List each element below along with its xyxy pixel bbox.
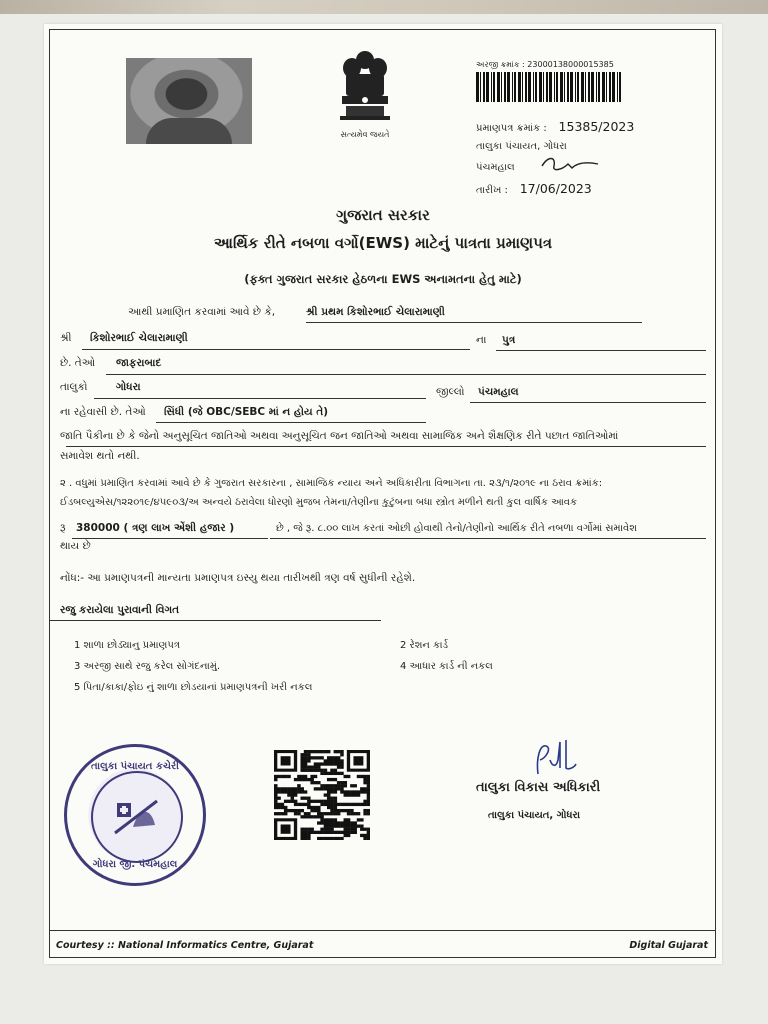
office-seal — [64, 744, 206, 886]
issue-date-label: તારીખ : — [476, 185, 508, 196]
paragraph-2-line-4: થાય છે — [60, 540, 91, 552]
taluka-label: તાલુકો — [60, 381, 88, 393]
validity-note: નોંધ:- આ પ્રમાણપત્રની માન્યતા પ્રમાણપત્ર ઇસ્યુ થયા તારીખથી ત્રણ વર્ષ સુધીની રહેશે. — [60, 572, 416, 584]
emblem-motto: સત્યમેવ જયતે — [340, 130, 390, 139]
footer-digital-gujarat: Digital Gujarat — [629, 940, 708, 951]
footer-divider — [49, 930, 716, 932]
national-emblem-icon — [332, 46, 398, 142]
evidence-item-5: 5 પિતા/કાકા/ફોઇ નું શાળા છોડયાનાં પ્રમાણપત્રની ખરી નકલ — [74, 682, 313, 693]
resident-label: ના રહેવાસી છે. તેઓ — [60, 406, 146, 418]
evidence-item-1: 1 શાળા છોડ્યાનુ પ્રમાણપત્ર — [74, 640, 180, 651]
qr-code — [274, 750, 370, 840]
evidence-item-2: 2 રેશન કાર્ડ — [400, 640, 449, 651]
seal-top-text: તાલુકા પંચાયત કચેરી — [91, 761, 179, 772]
income-value: 380000 ( ત્રણ લાખ એંશી હજાર ) — [76, 522, 235, 534]
paragraph-2-line-3: છે , જે રૂ. ૮.૦૦ લાખ કરતાં ઓછી હોવાથી તેનો/તેણીનો આર્થિક રીતે નબળા વર્ગોમાં સમાવેશ — [276, 523, 637, 534]
issue-date — [476, 181, 592, 196]
initials-signature — [538, 154, 602, 178]
village-value: જાફરાબાદ — [116, 357, 162, 369]
officer-signature — [530, 738, 580, 784]
certificate-number-value: 15385/2023 — [558, 119, 635, 134]
office-line-1: તાલુકા પંચાયત, ગોધરા — [476, 141, 567, 152]
application-number-label: અરજી ક્રમાંક : — [476, 60, 525, 69]
office-line-2: પંચમહાલ — [476, 162, 515, 173]
paragraph-2-line-1: ૨ . વધુમાં પ્રમાણિત કરવામાં આવે છે કે ગુજરાત સરકારના , સામાજિક ન્યાય અને અધિકારીતા વિભાગના તા. ૨૩/૧/૨૦૧૯ ના ઠરાવ ક્રમાંક: — [60, 478, 603, 489]
application-number — [476, 60, 614, 70]
application-number-value: 23000138000015385 — [527, 60, 614, 69]
applicant-photo — [126, 58, 252, 144]
footer-courtesy: Courtesy :: National Informatics Centre, Gujarat — [56, 940, 314, 951]
taluka-value: ગોધરા — [116, 381, 141, 393]
applicant-name: શ્રી પ્રથમ કિશોરભાઈ ચેલારામાણી — [306, 306, 445, 318]
signatory-title: તાલુકા વિકાસ અધિકારી — [476, 780, 601, 795]
signatory-office: તાલુકા પંચાયત, ગોધરા — [488, 810, 581, 821]
evidence-item-4: 4 આધાર કાર્ડ ની નકલ — [400, 661, 493, 672]
seal-bottom-text: ગોધરા જી. પંચમહાલ — [92, 859, 178, 870]
evidence-item-3: 3 અરજી સાથે રજુ કરેલ સોગંદનામું. — [74, 661, 221, 672]
district-label: જીલ્લો — [436, 386, 465, 398]
paragraph-1-line-1: જાતિ પૈકીના છે કે જેનો અનુસૂચિત જાતિઓ અથવા અનુસૂચિત જન જાતિઓ અથવા સામાજિક અને શૈક્ષણિક રીતે પછાત જાતિઓમાં — [60, 430, 619, 442]
certificate-subtitle: (ફક્ત ગુજરાત સરકાર હેઠળના EWS અનામતના હેતુ માટે) — [244, 272, 522, 286]
intro-text: આથી પ્રમાણિત કરવામાં આવે છે કે, — [128, 306, 276, 318]
seal-emblem-icon — [113, 797, 159, 841]
scan-background-edge — [0, 0, 768, 14]
certificate-number-label: પ્રમાણપત્ર ક્રમાંક : — [476, 123, 547, 134]
shri-label: શ્રી — [60, 332, 72, 344]
issue-date-value: 17/06/2023 — [519, 181, 592, 196]
caste-value: સિંધી (જે OBC/SEBC માં ન હોય તે) — [164, 406, 329, 418]
certificate-sheet — [44, 24, 722, 964]
father-name: કિશોરભાઈ ચેલારામાણી — [90, 332, 188, 344]
na-label: ના — [476, 334, 487, 346]
barcode — [476, 72, 624, 102]
relation-value: પુત્ર — [502, 334, 516, 346]
paragraph-2-line-2: ઈડબલ્યુએસ/૧૨૨૦૧૯/૪૫૯૦૩/અ અન્વયે ઠરાવેલા ધોરણો મુજબ તેમના/તેણીના કુટુંબના બધા સ્ત્રોત મળીને થતી કુલ વાર્ષિક આવક — [60, 497, 578, 508]
income-prefix: રૂ — [60, 522, 66, 534]
evidence-heading: રજુ કરાયેલા પુરાવાની વિગત — [60, 604, 180, 616]
certificate-number — [476, 119, 634, 134]
district-value: પંચમહાલ — [478, 386, 519, 398]
paragraph-1-line-2: સમાવેશ થતો નથી. — [60, 450, 140, 462]
government-title: ગુજરાત સરકાર — [336, 206, 430, 224]
che-teo-label: છે. તેઓ — [60, 357, 96, 369]
certificate-title: આર્થિક રીતે નબળા વર્ગો(EWS) માટેનું પાત્રતા પ્રમાણપત્ર — [213, 234, 553, 252]
